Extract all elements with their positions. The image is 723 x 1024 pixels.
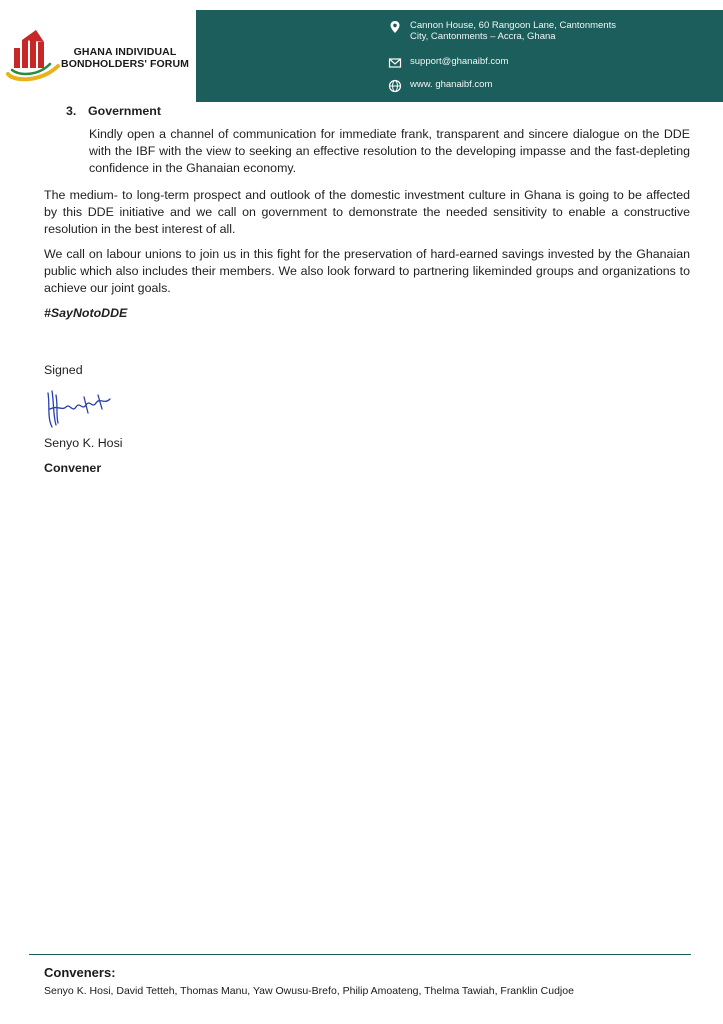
footer-divider [29, 954, 691, 955]
envelope-icon [388, 56, 402, 70]
signed-label: Signed [44, 363, 83, 377]
globe-icon [388, 79, 402, 93]
address-row [388, 20, 668, 42]
org-name-line2: BONDHOLDERS' FORUM [61, 58, 189, 70]
address-text [410, 20, 616, 42]
website-link[interactable]: www. ghanaibf.com [410, 79, 493, 90]
letter-body [44, 103, 690, 477]
item-text: Kindly open a channel of communication for immediate frank, transparent and sincere dialogue on the DDE with the IBF with the view to seeking an effective resolution to the developing impasse and the fast-depleting confidence in the Ghanaian economy. [89, 127, 690, 175]
contact-band [196, 10, 723, 102]
signatory-role: Convener [44, 461, 102, 475]
location-pin-icon [388, 20, 402, 34]
forum-logo [2, 26, 64, 82]
item-title: Government [88, 104, 161, 118]
email-row [388, 56, 508, 70]
item-heading [66, 103, 690, 120]
footer-conveners: Senyo K. Hosi, David Tetteh, Thomas Manu, Yaw Owusu-Brefo, Philip Amoateng, Thelma Tawiah, Franklin Cudjoe [44, 985, 574, 997]
address-line2: City, Cantonments – Accra, Ghana [410, 31, 556, 42]
org-name-line1: GHANA INDIVIDUAL [73, 46, 177, 58]
item-number: 3. [66, 104, 77, 118]
paragraph-outlook: The medium- to long-term prospect and outlook of the domestic investment culture in Ghana is going to be affected by this DDE initiative and we call on government to demonstrate the needed sensitivity to enable a constructive resolution in the best interest of all. [44, 188, 690, 236]
signatory-name: Senyo K. Hosi [44, 436, 123, 450]
address-line1: Cannon House, 60 Rangoon Lane, Cantonments [410, 20, 616, 31]
email-link[interactable]: support@ghanaibf.com [410, 56, 509, 67]
paragraph-labour-unions: We call on labour unions to join us in this fight for the preservation of hard-earned savings invested by the Ghanaian public which also includes their members. We also look forward to partnering likeminded groups and organizations to achieve our joint goals. [44, 247, 690, 295]
website-row [388, 79, 492, 93]
hashtag: #SayNotoDDE [44, 306, 128, 320]
org-name [60, 46, 190, 70]
footer-title: Conveners: [44, 965, 116, 980]
signature-image [44, 385, 116, 431]
